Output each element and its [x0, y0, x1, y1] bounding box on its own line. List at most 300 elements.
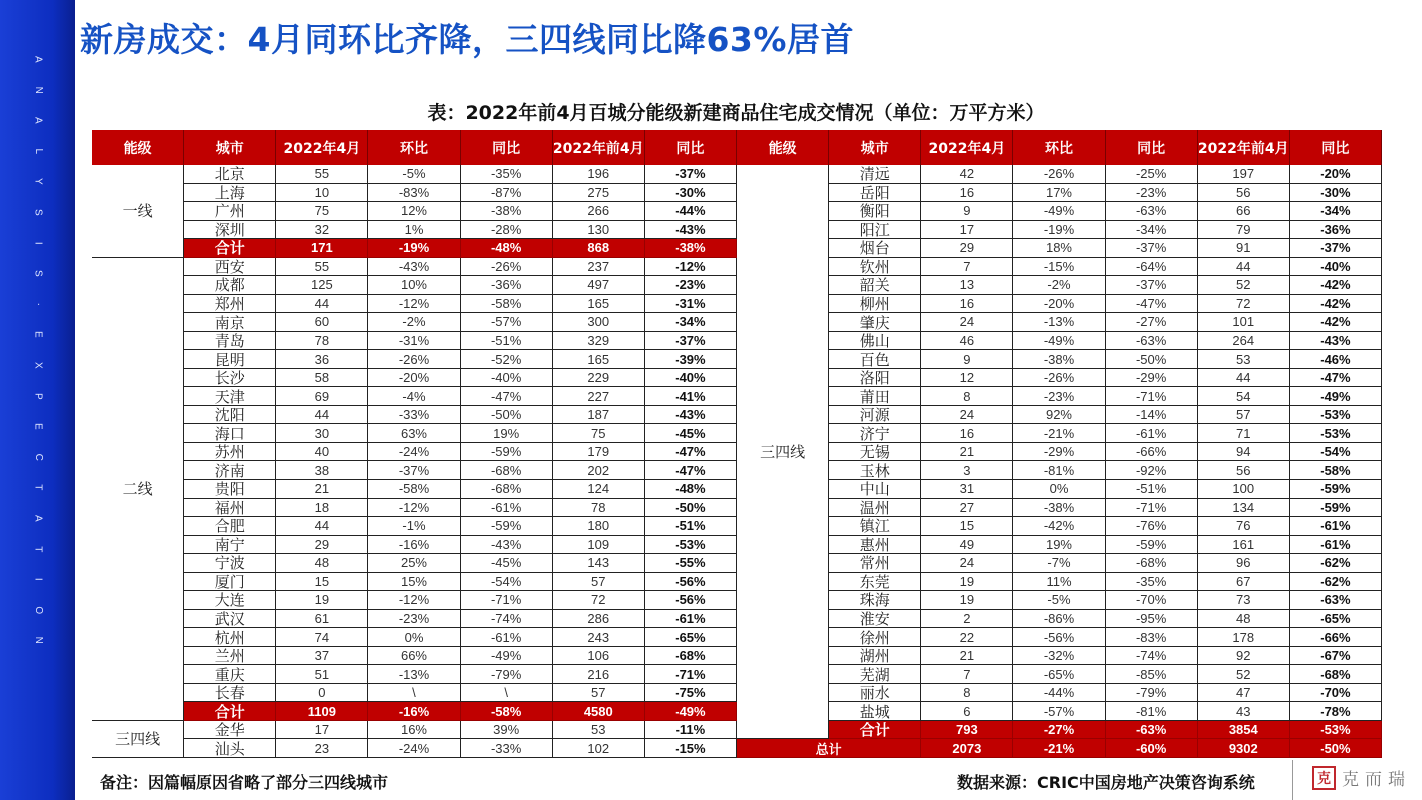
table-cell: 75: [553, 424, 645, 443]
table-cell: -61%: [461, 499, 553, 518]
city-name: 苏州: [184, 443, 276, 462]
table-cell: -23%: [368, 610, 460, 629]
table-cell: 171: [276, 239, 368, 258]
grand-total-label: 总计: [737, 739, 921, 758]
table-cell: -79%: [461, 665, 553, 684]
table-cell: -42%: [1013, 517, 1105, 536]
table-cell: \: [368, 684, 460, 703]
table-cell: -37%: [1106, 239, 1198, 258]
table-cell: 39%: [461, 721, 553, 740]
table-cell: -38%: [461, 202, 553, 221]
city-name: 常州: [829, 554, 921, 573]
table-cell: -59%: [461, 443, 553, 462]
table-cell: 237: [553, 258, 645, 277]
table-cell: 196: [553, 165, 645, 184]
table-cell: -15%: [1013, 258, 1105, 277]
column-header: 同比: [645, 130, 737, 165]
table-cell: -16%: [368, 702, 460, 721]
table-cell: -53%: [1290, 424, 1382, 443]
table-cell: 24: [921, 554, 1013, 573]
table-cell: 44: [1198, 369, 1290, 388]
table-cell: 19: [921, 591, 1013, 610]
grand-total-cell: -21%: [1013, 739, 1105, 758]
table-cell: -56%: [645, 591, 737, 610]
table-cell: -30%: [1290, 184, 1382, 203]
table-cell: -64%: [1106, 258, 1198, 277]
table-cell: -57%: [1013, 702, 1105, 721]
table-cell: 32: [276, 221, 368, 240]
table-cell: -52%: [461, 350, 553, 369]
city-name: 厦门: [184, 573, 276, 592]
table-cell: -40%: [645, 369, 737, 388]
column-header: 2022年前4月: [553, 130, 645, 165]
table-cell: 10: [276, 184, 368, 203]
table-cell: -13%: [1013, 313, 1105, 332]
city-name: 河源: [829, 406, 921, 425]
table-cell: -65%: [645, 628, 737, 647]
table-cell: 71: [1198, 424, 1290, 443]
table-cell: -19%: [1013, 221, 1105, 240]
table-cell: 868: [553, 239, 645, 258]
table-cell: -20%: [1290, 165, 1382, 184]
table-cell: -86%: [1013, 610, 1105, 629]
table-cell: -56%: [1013, 628, 1105, 647]
city-name: 珠海: [829, 591, 921, 610]
table-cell: -61%: [1106, 424, 1198, 443]
table-cell: -95%: [1106, 610, 1198, 629]
table-cell: -30%: [645, 184, 737, 203]
table-cell: -68%: [1290, 665, 1382, 684]
table-cell: 27: [921, 499, 1013, 518]
table-cell: 73: [1198, 591, 1290, 610]
table-cell: -61%: [1290, 536, 1382, 555]
table-cell: -2%: [1013, 276, 1105, 295]
table-cell: -49%: [645, 702, 737, 721]
table-cell: -32%: [1013, 647, 1105, 666]
table-cell: 21: [921, 647, 1013, 666]
city-name: 玉林: [829, 461, 921, 480]
city-name: 洛阳: [829, 369, 921, 388]
table-cell: -92%: [1106, 461, 1198, 480]
sidebar-letter: A: [32, 514, 44, 522]
sidebar-letter: S: [32, 270, 44, 277]
table-cell: -25%: [1106, 165, 1198, 184]
table-cell: -29%: [1013, 443, 1105, 462]
table-cell: 179: [553, 443, 645, 462]
table-cell: -47%: [461, 387, 553, 406]
table-cell: 78: [276, 332, 368, 351]
brand-logo: [1312, 765, 1411, 790]
table-cell: 102: [553, 739, 645, 758]
table-cell: 161: [1198, 536, 1290, 555]
table-cell: -34%: [1290, 202, 1382, 221]
table-cell: 21: [276, 480, 368, 499]
table-cell: 36: [276, 350, 368, 369]
table-cell: -40%: [461, 369, 553, 388]
table-cell: -44%: [1013, 684, 1105, 703]
table-cell: 52: [1198, 665, 1290, 684]
city-name: 成都: [184, 276, 276, 295]
table-cell: 180: [553, 517, 645, 536]
city-name: 中山: [829, 480, 921, 499]
table-cell: 202: [553, 461, 645, 480]
table-cell: 25%: [368, 554, 460, 573]
table-cell: 1109: [276, 702, 368, 721]
sidebar-letter: C: [32, 453, 44, 461]
table-cell: 96: [1198, 554, 1290, 573]
table-cell: 57: [1198, 406, 1290, 425]
table-cell: -49%: [1013, 202, 1105, 221]
table-cell: 497: [553, 276, 645, 295]
city-name: 宁波: [184, 554, 276, 573]
city-name: 贵阳: [184, 480, 276, 499]
table-cell: 56: [1198, 184, 1290, 203]
table-cell: 55: [276, 258, 368, 277]
table-cell: -12%: [368, 499, 460, 518]
table-cell: 29: [276, 536, 368, 555]
table-cell: -71%: [461, 591, 553, 610]
table-cell: 53: [1198, 350, 1290, 369]
table-cell: 17: [921, 221, 1013, 240]
table-cell: -23%: [1013, 387, 1105, 406]
table-cell: -26%: [1013, 369, 1105, 388]
table-cell: 227: [553, 387, 645, 406]
column-header: 2022年4月: [276, 130, 368, 165]
city-name: 东莞: [829, 573, 921, 592]
city-name: 武汉: [184, 610, 276, 629]
table-cell: -14%: [1106, 406, 1198, 425]
footnote: 备注：因篇幅原因省略了部分三四线城市: [100, 773, 389, 792]
city-name: 惠州: [829, 536, 921, 555]
city-name: 淮安: [829, 610, 921, 629]
table-cell: 91: [1198, 239, 1290, 258]
table-cell: -35%: [461, 165, 553, 184]
table-cell: 0: [276, 684, 368, 703]
table-cell: -70%: [1106, 591, 1198, 610]
table-cell: 94: [1198, 443, 1290, 462]
table-cell: -33%: [461, 739, 553, 758]
sidebar-letter: L: [32, 148, 44, 154]
table-cell: -38%: [1013, 499, 1105, 518]
table-cell: 19: [276, 591, 368, 610]
table-cell: -47%: [645, 443, 737, 462]
table-cell: 44: [276, 295, 368, 314]
table-cell: -31%: [645, 295, 737, 314]
table-cell: -37%: [1290, 239, 1382, 258]
table-cell: 106: [553, 647, 645, 666]
table-cell: -66%: [1106, 443, 1198, 462]
table-cell: -23%: [645, 276, 737, 295]
table-cell: 79: [1198, 221, 1290, 240]
table-cell: -55%: [645, 554, 737, 573]
sidebar-letter: I: [32, 241, 44, 245]
column-header: 能级: [737, 130, 829, 165]
city-name: 韶关: [829, 276, 921, 295]
table-cell: 38: [276, 461, 368, 480]
table-cell: 58: [276, 369, 368, 388]
table-cell: -20%: [1013, 295, 1105, 314]
table-cell: -35%: [1106, 573, 1198, 592]
table-cell: -12%: [368, 591, 460, 610]
table-cell: -24%: [368, 739, 460, 758]
table-cell: -51%: [1106, 480, 1198, 499]
table-cell: -79%: [1106, 684, 1198, 703]
city-name: 镇江: [829, 517, 921, 536]
sidebar-letter: Y: [32, 178, 44, 186]
table-cell: -43%: [461, 536, 553, 555]
table-cell: -26%: [461, 258, 553, 277]
table-cell: -56%: [645, 573, 737, 592]
table-cell: 57: [553, 684, 645, 703]
table-cell: -85%: [1106, 665, 1198, 684]
table-cell: 16: [921, 295, 1013, 314]
table-cell: -48%: [461, 239, 553, 258]
table-cell: -37%: [645, 332, 737, 351]
city-name: 杭州: [184, 628, 276, 647]
table-cell: -87%: [461, 184, 553, 203]
seal-icon: 克: [1312, 766, 1336, 790]
table-cell: 74: [276, 628, 368, 647]
column-header: 环比: [368, 130, 460, 165]
table-caption: 表：2022年前4月百城分能级新建商品住宅成交情况（单位：万平方米）: [427, 102, 1045, 124]
city-name: 合计: [829, 721, 921, 740]
table-cell: 47: [1198, 684, 1290, 703]
city-name: 青岛: [184, 332, 276, 351]
column-header: 同比: [1290, 130, 1382, 165]
table-cell: 187: [553, 406, 645, 425]
table-cell: -50%: [645, 499, 737, 518]
sidebar-letter: E: [32, 423, 44, 430]
city-name: 肇庆: [829, 313, 921, 332]
table-cell: 264: [1198, 332, 1290, 351]
table-cell: -33%: [368, 406, 460, 425]
city-name: 阳江: [829, 221, 921, 240]
table-cell: -47%: [1290, 369, 1382, 388]
table-cell: -34%: [1106, 221, 1198, 240]
table-cell: 24: [921, 406, 1013, 425]
table-cell: 15: [921, 517, 1013, 536]
table-cell: 1%: [368, 221, 460, 240]
table-cell: 12: [921, 369, 1013, 388]
table-cell: -12%: [645, 258, 737, 277]
table-cell: 124: [553, 480, 645, 499]
table-cell: -5%: [1013, 591, 1105, 610]
table-cell: -50%: [1106, 350, 1198, 369]
table-cell: -29%: [1106, 369, 1198, 388]
table-cell: -47%: [1106, 295, 1198, 314]
table-cell: -49%: [461, 647, 553, 666]
table-cell: 53: [553, 721, 645, 740]
column-header: 城市: [184, 130, 276, 165]
table-cell: 31: [921, 480, 1013, 499]
city-name: 合计: [184, 702, 276, 721]
table-cell: 66: [1198, 202, 1290, 221]
table-cell: -76%: [1106, 517, 1198, 536]
table-cell: 18%: [1013, 239, 1105, 258]
sidebar-letter: A: [32, 117, 44, 124]
table-cell: -68%: [461, 461, 553, 480]
table-cell: 29: [921, 239, 1013, 258]
city-name: 芜湖: [829, 665, 921, 684]
table-cell: -70%: [1290, 684, 1382, 703]
table-cell: 8: [921, 387, 1013, 406]
table-cell: 7: [921, 665, 1013, 684]
city-name: 徐州: [829, 628, 921, 647]
table-cell: 229: [553, 369, 645, 388]
city-name: 长沙: [184, 369, 276, 388]
table-cell: -11%: [645, 721, 737, 740]
grand-total-cell: 9302: [1198, 739, 1290, 758]
table-cell: -68%: [645, 647, 737, 666]
table-cell: 63%: [368, 424, 460, 443]
tier-label: 二线: [92, 258, 184, 721]
table-cell: -63%: [1106, 721, 1198, 740]
table-cell: 266: [553, 202, 645, 221]
table-cell: -2%: [368, 313, 460, 332]
table-cell: 72: [1198, 295, 1290, 314]
city-name: 深圳: [184, 221, 276, 240]
table-cell: -78%: [1290, 702, 1382, 721]
city-name: 温州: [829, 499, 921, 518]
city-name: 西安: [184, 258, 276, 277]
sidebar-letter: X: [32, 361, 44, 369]
table-cell: -58%: [1290, 461, 1382, 480]
city-name: 广州: [184, 202, 276, 221]
sidebar-letter: T: [32, 484, 44, 491]
table-cell: -83%: [1106, 628, 1198, 647]
table-cell: -37%: [645, 165, 737, 184]
table-cell: -42%: [1290, 295, 1382, 314]
grand-total-cell: -50%: [1290, 739, 1382, 758]
city-name: 兰州: [184, 647, 276, 666]
table-cell: 9: [921, 202, 1013, 221]
table-cell: -37%: [368, 461, 460, 480]
table-cell: -53%: [1290, 406, 1382, 425]
city-name: 无锡: [829, 443, 921, 462]
table-cell: 52: [1198, 276, 1290, 295]
table-cell: -59%: [1106, 536, 1198, 555]
city-name: 柳州: [829, 295, 921, 314]
table-cell: 16: [921, 424, 1013, 443]
table-cell: 197: [1198, 165, 1290, 184]
sidebar-vertical-text: [34, 44, 42, 656]
table-cell: -28%: [461, 221, 553, 240]
table-cell: -49%: [1013, 332, 1105, 351]
table-cell: -53%: [645, 536, 737, 555]
table-cell: 76: [1198, 517, 1290, 536]
table-cell: 216: [553, 665, 645, 684]
table-cell: -59%: [461, 517, 553, 536]
table-cell: 178: [1198, 628, 1290, 647]
table-cell: -19%: [368, 239, 460, 258]
city-name: 济南: [184, 461, 276, 480]
table-cell: 12%: [368, 202, 460, 221]
table-cell: 72: [553, 591, 645, 610]
city-name: 盐城: [829, 702, 921, 721]
table-cell: 109: [553, 536, 645, 555]
table-cell: 9: [921, 350, 1013, 369]
table-cell: -21%: [1013, 424, 1105, 443]
table-cell: -26%: [368, 350, 460, 369]
table-cell: 7: [921, 258, 1013, 277]
table-cell: -71%: [645, 665, 737, 684]
table-cell: 18: [276, 499, 368, 518]
city-name: 湖州: [829, 647, 921, 666]
table-cell: -62%: [1290, 554, 1382, 573]
table-cell: -47%: [645, 461, 737, 480]
table-cell: 92: [1198, 647, 1290, 666]
table-cell: -58%: [368, 480, 460, 499]
table-cell: -71%: [1106, 387, 1198, 406]
city-name: 重庆: [184, 665, 276, 684]
table-cell: 46: [921, 332, 1013, 351]
table-cell: -27%: [1106, 313, 1198, 332]
city-name: 汕头: [184, 739, 276, 758]
table-cell: 101: [1198, 313, 1290, 332]
table-cell: -65%: [1290, 610, 1382, 629]
table-cell: 300: [553, 313, 645, 332]
table-cell: -81%: [1106, 702, 1198, 721]
table-cell: 16%: [368, 721, 460, 740]
city-name: 南宁: [184, 536, 276, 555]
table-cell: 15: [276, 573, 368, 592]
footer-divider: [1292, 760, 1293, 800]
table-cell: 78: [553, 499, 645, 518]
table-cell: 17: [276, 721, 368, 740]
table-cell: -43%: [645, 406, 737, 425]
city-name: 合计: [184, 239, 276, 258]
table-cell: -62%: [1290, 573, 1382, 592]
grand-total-cell: 2073: [921, 739, 1013, 758]
table-cell: 4580: [553, 702, 645, 721]
table-cell: 44: [1198, 258, 1290, 277]
table-cell: 275: [553, 184, 645, 203]
table-cell: 0%: [1013, 480, 1105, 499]
table-cell: -42%: [1290, 313, 1382, 332]
table-cell: -66%: [1290, 628, 1382, 647]
table-cell: -39%: [645, 350, 737, 369]
table-cell: 57: [553, 573, 645, 592]
city-name: 钦州: [829, 258, 921, 277]
table-cell: -41%: [645, 387, 737, 406]
table-cell: 48: [276, 554, 368, 573]
table-cell: -38%: [1013, 350, 1105, 369]
table-cell: 51: [276, 665, 368, 684]
tier-label: 三四线: [737, 165, 829, 739]
table-cell: -27%: [1013, 721, 1105, 740]
table-cell: -40%: [1290, 258, 1382, 277]
table-cell: 134: [1198, 499, 1290, 518]
table-cell: -31%: [368, 332, 460, 351]
table-cell: 793: [921, 721, 1013, 740]
table-cell: 44: [276, 406, 368, 425]
table-cell: -59%: [1290, 480, 1382, 499]
table-cell: 61: [276, 610, 368, 629]
city-name: 清远: [829, 165, 921, 184]
city-name: 百色: [829, 350, 921, 369]
tier-label: 三四线: [92, 721, 184, 758]
table-cell: 40: [276, 443, 368, 462]
city-name: 南京: [184, 313, 276, 332]
table-cell: 8: [921, 684, 1013, 703]
sidebar-letter: N: [32, 86, 44, 94]
table-cell: -1%: [368, 517, 460, 536]
table-cell: -7%: [1013, 554, 1105, 573]
table-cell: -81%: [1013, 461, 1105, 480]
table-cell: -45%: [461, 554, 553, 573]
table-cell: -48%: [645, 480, 737, 499]
table-cell: -51%: [645, 517, 737, 536]
